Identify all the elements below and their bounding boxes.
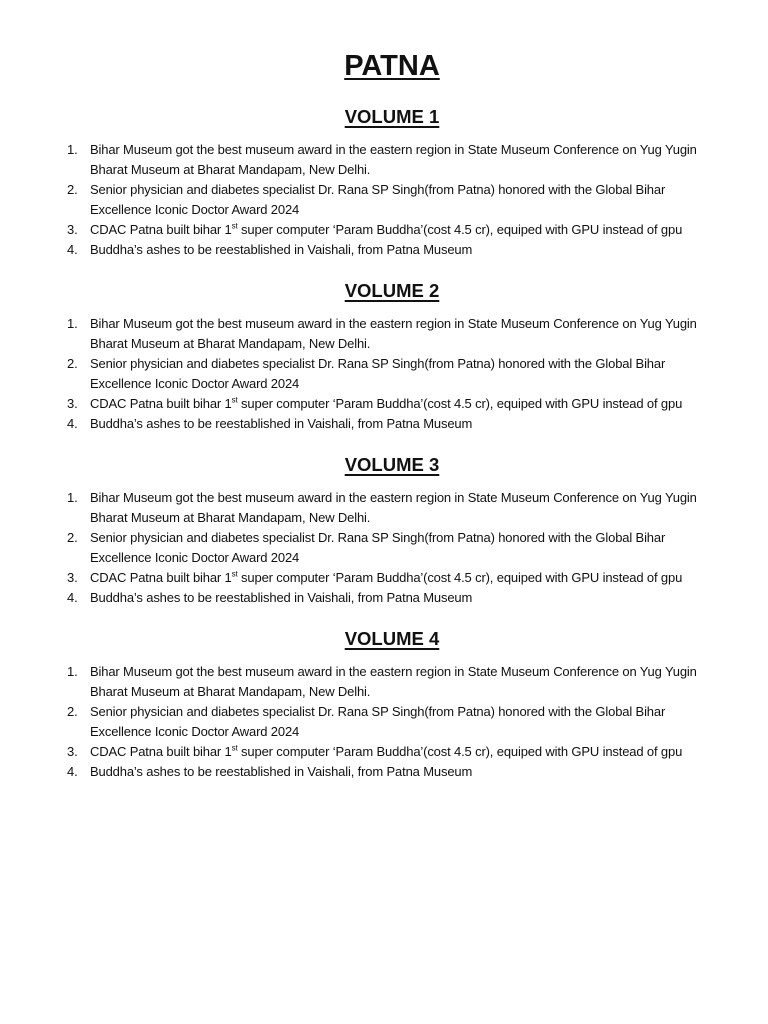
ordinal-superscript: st xyxy=(231,395,238,405)
list-item xyxy=(64,588,720,608)
document-title: PATNA xyxy=(344,50,440,82)
list-item-number: 4. xyxy=(67,242,78,257)
ordinal-superscript: st xyxy=(231,743,238,753)
list-item xyxy=(64,394,720,414)
section-volume-4 xyxy=(64,626,720,782)
list-item-text-start: CDAC Patna built bihar 1 xyxy=(90,744,232,759)
list-item-text: Senior physician and diabetes specialist Dr. Rana SP Singh(from Patna) honored with the Global Bihar Excellence Iconic Doctor Award 2024 xyxy=(90,182,666,217)
section-heading: VOLUME 4 xyxy=(344,628,440,649)
list-item xyxy=(64,568,720,588)
list-item-number: 1. xyxy=(67,490,78,505)
numbered-list xyxy=(64,140,720,260)
list-item-number: 1. xyxy=(67,142,78,157)
list-item-text-end: super computer ‘Param Buddha’(cost 4.5 cr), equiped with GPU instead of gpu xyxy=(237,744,683,759)
list-item xyxy=(64,488,720,528)
ordinal-superscript: st xyxy=(231,221,238,231)
list-item-number: 1. xyxy=(67,316,78,331)
list-item-text: Buddha’s ashes to be reestablished in Vaishali, from Patna Museum xyxy=(90,764,473,779)
section-volume-3 xyxy=(64,452,720,608)
list-item xyxy=(64,220,720,240)
ordinal-superscript: st xyxy=(231,569,238,579)
list-item xyxy=(64,354,720,394)
list-item-number: 4. xyxy=(67,590,78,605)
numbered-list xyxy=(64,488,720,608)
section-volume-2 xyxy=(64,278,720,434)
list-item xyxy=(64,240,720,260)
section-heading: VOLUME 3 xyxy=(344,454,440,475)
list-item-number: 4. xyxy=(67,764,78,779)
list-item xyxy=(64,702,720,742)
list-item xyxy=(64,742,720,762)
numbered-list xyxy=(64,314,720,434)
list-item-text: Buddha’s ashes to be reestablished in Vaishali, from Patna Museum xyxy=(90,590,473,605)
list-item-text: Senior physician and diabetes specialist Dr. Rana SP Singh(from Patna) honored with the Global Bihar Excellence Iconic Doctor Award 2024 xyxy=(90,530,666,565)
section-heading: VOLUME 1 xyxy=(344,106,440,127)
list-item-text-start: CDAC Patna built bihar 1 xyxy=(90,396,232,411)
list-item-text: Bihar Museum got the best museum award in the eastern region in State Museum Conference on Yug Yugin Bharat Museum at Bharat Mandapam, New Delhi. xyxy=(90,664,697,699)
list-item-number: 3. xyxy=(67,744,78,759)
list-item-number: 3. xyxy=(67,570,78,585)
list-item-number: 3. xyxy=(67,222,78,237)
list-item-text: Bihar Museum got the best museum award in the eastern region in State Museum Conference on Yug Yugin Bharat Museum at Bharat Mandapam, New Delhi. xyxy=(90,490,697,525)
list-item-text: Buddha’s ashes to be reestablished in Vaishali, from Patna Museum xyxy=(90,416,473,431)
list-item xyxy=(64,140,720,180)
list-item-text-end: super computer ‘Param Buddha’(cost 4.5 cr), equiped with GPU instead of gpu xyxy=(237,396,683,411)
list-item-text: Senior physician and diabetes specialist Dr. Rana SP Singh(from Patna) honored with the Global Bihar Excellence Iconic Doctor Award 2024 xyxy=(90,704,666,739)
list-item-text: Bihar Museum got the best museum award in the eastern region in State Museum Conference on Yug Yugin Bharat Museum at Bharat Mandapam, New Delhi. xyxy=(90,142,697,177)
section-heading: VOLUME 2 xyxy=(344,280,440,301)
list-item-text: Senior physician and diabetes specialist Dr. Rana SP Singh(from Patna) honored with the Global Bihar Excellence Iconic Doctor Award 2024 xyxy=(90,356,666,391)
list-item xyxy=(64,762,720,782)
list-item xyxy=(64,180,720,220)
list-item xyxy=(64,528,720,568)
list-item-number: 2. xyxy=(67,704,78,719)
list-item-number: 2. xyxy=(67,182,78,197)
list-item-text-start: CDAC Patna built bihar 1 xyxy=(90,222,232,237)
list-item-text-start: CDAC Patna built bihar 1 xyxy=(90,570,232,585)
list-item xyxy=(64,662,720,702)
list-item-text: Bihar Museum got the best museum award in the eastern region in State Museum Conference on Yug Yugin Bharat Museum at Bharat Mandapam, New Delhi. xyxy=(90,316,697,351)
section-volume-1 xyxy=(64,104,720,260)
list-item-text-end: super computer ‘Param Buddha’(cost 4.5 cr), equiped with GPU instead of gpu xyxy=(237,570,683,585)
list-item-number: 3. xyxy=(67,396,78,411)
list-item-number: 4. xyxy=(67,416,78,431)
numbered-list xyxy=(64,662,720,782)
list-item-text-end: super computer ‘Param Buddha’(cost 4.5 cr), equiped with GPU instead of gpu xyxy=(237,222,683,237)
list-item-number: 2. xyxy=(67,356,78,371)
list-item xyxy=(64,414,720,434)
list-item xyxy=(64,314,720,354)
list-item-text: Buddha’s ashes to be reestablished in Vaishali, from Patna Museum xyxy=(90,242,473,257)
list-item-number: 1. xyxy=(67,664,78,679)
list-item-number: 2. xyxy=(67,530,78,545)
